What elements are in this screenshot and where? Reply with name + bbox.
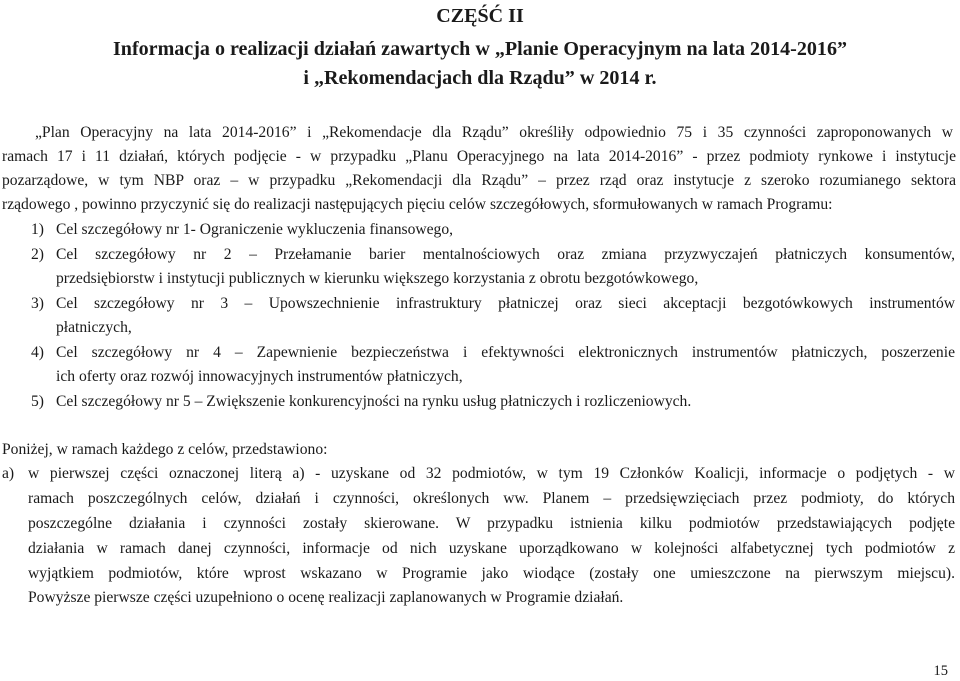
summary-intro: Poniżej, w ramach każdego z celów, przedstawiono: (2, 441, 328, 458)
goal-number: 3) (31, 295, 44, 312)
intro-line-4: rządowego , powinno przyczynić się do realizacji następujących pięciu celów szczegółowych, sformułowanych w ramach Programu: (2, 196, 833, 213)
goal-number: 4) (31, 344, 44, 361)
goal-3-text-line-1: Cel szczegółowy nr 3 – Upowszechnienie infrastruktury płatniczej oraz sieci akceptacji bezgotówkowych instrumentów (56, 295, 955, 312)
item-a-label: a) (2, 465, 15, 482)
goal-3-text-line-2: płatniczych, (56, 319, 132, 336)
item-a-line-1: w pierwszej części oznaczonej literą a) - uzyskane od 32 podmiotów, w tym 19 Członków Koalicji, informacje o podjętych - w (28, 465, 955, 482)
intro-line-1: „Plan Operacyjny na lata 2014-2016” i „Rekomendacje dla Rządu” określiły odpowiednio 75 i 35 czynności zaproponowanych w (35, 124, 953, 141)
goal-4-text-line-1: Cel szczegółowy nr 4 – Zapewnienie bezpieczeństwa i efektywności elektronicznych instrumentów płatniczych, poszerzenie (56, 344, 955, 361)
goal-5-text: Cel szczegółowy nr 5 – Zwiększenie konkurencyjności na rynku usług płatniczych i rozliczeniowych. (56, 393, 692, 410)
goal-2-text-line-2: przedsiębiorstw i instytucji publicznych w kierunku większego korzystania z obrotu bezgotówkowego, (56, 270, 699, 287)
item-a-line-6: Powyższe pierwsze części uzupełniono o ocenę realizacji zaplanowanych w Programie działań. (28, 589, 624, 606)
goal-number: 5) (31, 393, 44, 410)
item-a-line-3: poszczególne działania i czynności zostały skierowane. W przypadku istnienia kilku podmiotów przedstawiających podjęte (28, 515, 955, 532)
intro-line-2: ramach 17 i 11 działań, których podjęcie - w przypadku „Planu Operacyjnego na lata 2014-2016” - przez podmioty rynkowe i instytucje (2, 148, 956, 165)
intro-line-3: pozarządowe, w tym NBP oraz – w przypadku „Rekomendacji dla Rządu” – przez rząd oraz instytucje z szeroko rozumianego sektora (2, 172, 956, 189)
page-number: 15 (933, 663, 948, 679)
goal-1-text: Cel szczegółowy nr 1- Ograniczenie wykluczenia finansowego, (56, 221, 454, 238)
goal-number: 2) (31, 246, 44, 263)
section-title-line-1: Informacja o realizacji działań zawartych w „Planie Operacyjnym na lata 2014-2016” (112, 38, 848, 60)
item-a-line-4: działania w ramach danej czynności, informacje od nich uzyskane uporządkowano w kolejności alfabetycznej tych podmiotów z (28, 540, 955, 557)
goal-4-text-line-2: ich oferty oraz rozwój innowacyjnych instrumentów płatniczych, (56, 368, 463, 385)
goal-2-text-line-1: Cel szczegółowy nr 2 – Przełamanie barier mentalnościowych oraz zmiana przyzwyczajeń płatniczych konsumentów, (56, 246, 955, 263)
item-a-line-5: wyjątkiem podmiotów, które wprost wskazano w Programie jako wiodące (zostały one umieszczone na pierwszym miejscu). (28, 565, 955, 582)
item-a-line-2: ramach poszczególnych celów, działań i czynności, określonych ww. Planem – przedsięwzięciach przez podmioty, do których (28, 490, 955, 507)
section-title-line-2: i „Rekomendacjach dla Rządu” w 2014 r. (303, 67, 657, 89)
goal-number: 1) (31, 221, 44, 238)
part-title: CZĘŚĆ II (436, 5, 524, 27)
